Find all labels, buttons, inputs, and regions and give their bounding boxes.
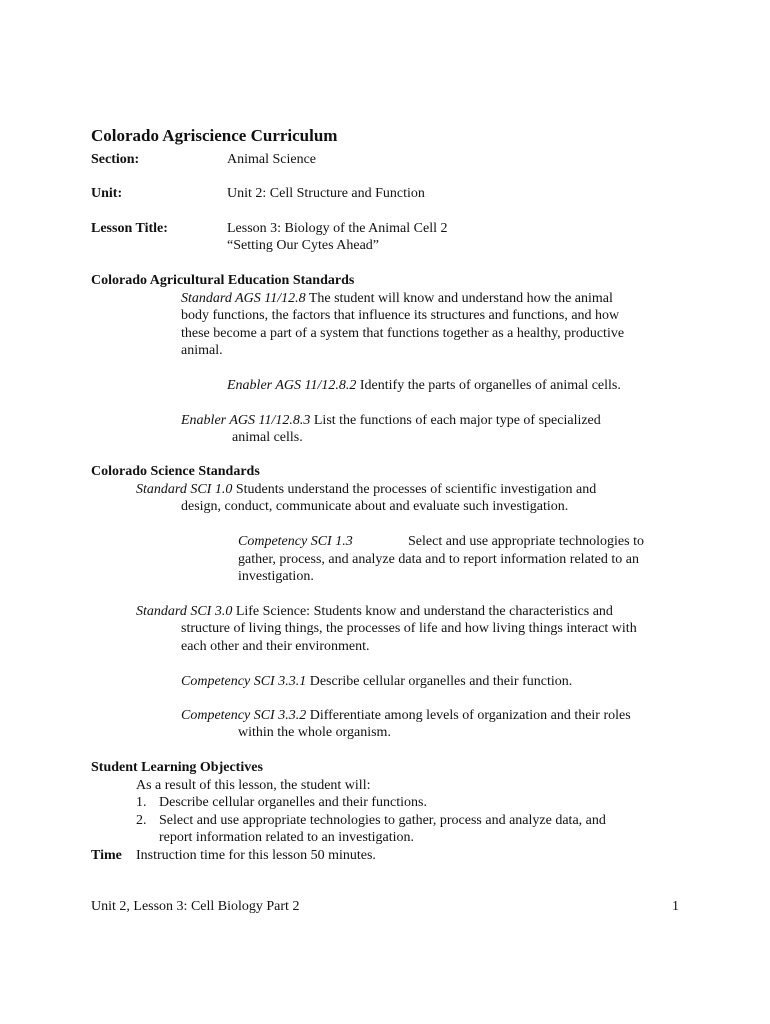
sci-standard-3-text: Life Science: Students know and understand the characteristics and	[232, 604, 613, 619]
unit-value: Unit 2: Cell Structure and Function	[227, 186, 425, 201]
document-title: Colorado Agriscience Curriculum	[91, 126, 338, 145]
sci-standards-heading: Colorado Science Standards	[91, 464, 260, 479]
ag-standard-label: Standard AGS 11/12.8	[181, 291, 306, 306]
objectives-intro: As a result of this lesson, the student will:	[136, 778, 371, 793]
enabler-2-text: List the functions of each major type of specialized	[310, 413, 601, 428]
competency-3-3-2	[181, 707, 631, 725]
ag-standards-heading: Colorado Agricultural Education Standards	[91, 273, 355, 288]
lesson-title-line1: Lesson 3: Biology of the Animal Cell 2	[227, 221, 448, 236]
enabler-2-line2: animal cells.	[232, 430, 303, 445]
ag-standard-line3: these become a part of a system that functions together as a healthy, productive	[181, 326, 625, 341]
sci-standard-1-line2: design, conduct, communicate about and evaluate such investigation.	[181, 499, 569, 514]
objective-2-number: 2.	[136, 813, 147, 828]
section-label: Section:	[91, 152, 140, 167]
footer-text: Unit 2, Lesson 3: Cell Biology Part 2	[91, 899, 300, 914]
sci-standard-1	[136, 481, 596, 499]
time-label: Time	[91, 848, 122, 863]
ag-standard-text1: The student will know and understand how the animal	[305, 291, 613, 306]
enabler-2	[181, 412, 601, 430]
sci-standard-3-line2: structure of living things, the processes of life and how living things interact with	[181, 621, 637, 636]
lesson-title-line2: “Setting Our Cytes Ahead”	[227, 238, 380, 253]
sci-standard-1-label: Standard SCI 1.0	[136, 482, 233, 497]
sci-standard-3	[136, 603, 613, 621]
competency-3-3-1-text: Describe cellular organelles and their function.	[306, 674, 573, 689]
competency-1-3-line2: gather, process, and analyze data and to report information related to an	[238, 552, 639, 567]
unit-label: Unit:	[91, 186, 123, 201]
lesson-title-label: Lesson Title:	[91, 221, 168, 236]
competency-1-3-label: Competency SCI 1.3	[238, 534, 353, 549]
competency-3-3-2-text: Differentiate among levels of organization and their roles	[306, 708, 631, 723]
sci-standard-3-line3: each other and their environment.	[181, 639, 370, 654]
objective-2-text: Select and use appropriate technologies to gather, process and analyze data, and	[159, 813, 606, 828]
competency-1-3-line1: Select and use appropriate technologies to	[408, 534, 644, 549]
ag-standard-line4: animal.	[181, 343, 223, 358]
enabler-2-label: Enabler AGS 11/12.8.3	[181, 413, 311, 428]
enabler-1	[227, 377, 621, 395]
objective-2-text-line2: report information related to an investigation.	[159, 830, 415, 845]
enabler-1-text: Identify the parts of organelles of animal cells.	[356, 378, 621, 393]
competency-3-3-1-label: Competency SCI 3.3.1	[181, 674, 307, 689]
section-value: Animal Science	[227, 152, 317, 167]
competency-1-3-line3: investigation.	[238, 569, 314, 584]
competency-3-3-2-line2: within the whole organism.	[238, 725, 391, 740]
ag-standard-line1	[181, 290, 613, 308]
page-number: 1	[672, 899, 679, 914]
objectives-heading: Student Learning Objectives	[91, 760, 263, 775]
time-text: Instruction time for this lesson 50 minutes.	[136, 848, 376, 863]
objective-1-number: 1.	[136, 795, 147, 810]
enabler-1-label: Enabler AGS 11/12.8.2	[227, 378, 357, 393]
objective-1-text: Describe cellular organelles and their functions.	[159, 795, 427, 810]
ag-standard-line2: body functions, the factors that influence its structures and functions, and how	[181, 308, 620, 323]
competency-3-3-2-label: Competency SCI 3.3.2	[181, 708, 307, 723]
sci-standard-1-text: Students understand the processes of scientific investigation and	[232, 482, 597, 497]
competency-3-3-1	[181, 673, 572, 691]
sci-standard-3-label: Standard SCI 3.0	[136, 604, 233, 619]
